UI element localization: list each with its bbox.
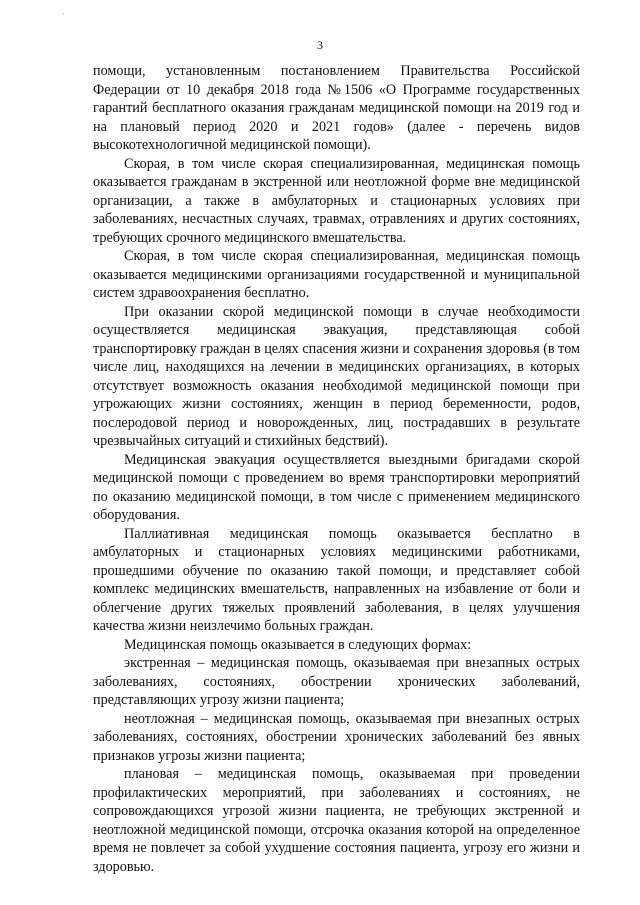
paragraph-form-urgent: экстренная – медицинская помощь, оказываемая при внезапных острых заболеваниях, состояниях, обострении хронических заболеваний, представляющих угрозу жизни пациента; <box>93 655 580 708</box>
page-number: 3 <box>317 38 323 52</box>
paragraph-form-planned: плановая – медицинская помощь, оказываемая при проведении профилактических мероприятий, при заболеваниях и состояниях, не сопровождающихся угрозой жизни пациента, не требующих экстренной и неотложной медицинской помощи, отсрочка оказания которой на определенное время не повлечет за собой ухудшение состояния пациента, угрозу его жизни и здоровью. <box>93 766 580 875</box>
paragraph-palliative-care: Паллиативная медицинская помощь оказывается бесплатно в амбулаторных и стационарных условиях медицинскими работниками, прошедшими обучение по оказанию такой помощи, и представляет собой комплекс медицинских вмешательств, направленных на избавление от боли и облегчение других тяжелых проявлений заболевания, в целях улучшения качества жизни неизлечимо больных граждан. <box>93 525 580 634</box>
document-body <box>93 62 580 876</box>
paragraph-emergency-care: Скорая, в том числе скорая специализированная, медицинская помощь оказывается гражданам в экстренной или неотложной форме вне медицинской организации, а также в амбулаторных и стационарных условиях при заболеваниях, несчастных случаях, травмах, отравлениях и других состояниях, требующих срочного медицинского вмешательства. <box>93 155 580 246</box>
paragraph-care-forms-intro: Медицинская помощь оказывается в следующих формах: <box>124 636 472 653</box>
paragraph-medical-evacuation: При оказании скорой медицинской помощи в случае необходимости осуществляется медицинская эвакуация, представляющая собой транспортировку граждан в целях спасения жизни и сохранения здоровья (в том числе лиц, находящихся на лечении в медицинских организациях, в которых отсутствует возможность оказания необходимой медицинской помощи при угрожающих жизни состояниях, женщин в период беременности, родов, послеродовой период и новорожденных, лиц, пострадавших в результате чрезвычайных ситуаций и стихийных бедствий). <box>93 303 580 449</box>
paragraph-continuation: помощи, установленным постановлением Правительства Российской Федерации от 10 декабря 2018 года №1506 «О Программе государственных гарантий бесплатного оказания гражданам медицинской помощи на 2019 год и на плановый период 2020 и 2021 годов» (далее - перечень видов высокотехнологичной медицинской помощи). <box>93 63 580 153</box>
scan-mark: · <box>62 10 65 19</box>
paragraph-emergency-care-free: Скорая, в том числе скорая специализированная, медицинская помощь оказывается медицинскими организациями государственной и муниципальной систем здравоохранения бесплатно. <box>93 248 580 301</box>
paragraph-form-non-urgent: неотложная – медицинская помощь, оказываемая при внезапных острых заболеваниях, состояниях, обострении хронических заболеваний без явных признаков угрозы жизни пациента; <box>93 710 580 764</box>
paragraph-evacuation-teams: Медицинская эвакуация осуществляется выездными бригадами скорой медицинской помощи с проведением во время транспортировки мероприятий по оказанию медицинской помощи, в том числе с применением медицинского оборудования. <box>93 451 580 523</box>
